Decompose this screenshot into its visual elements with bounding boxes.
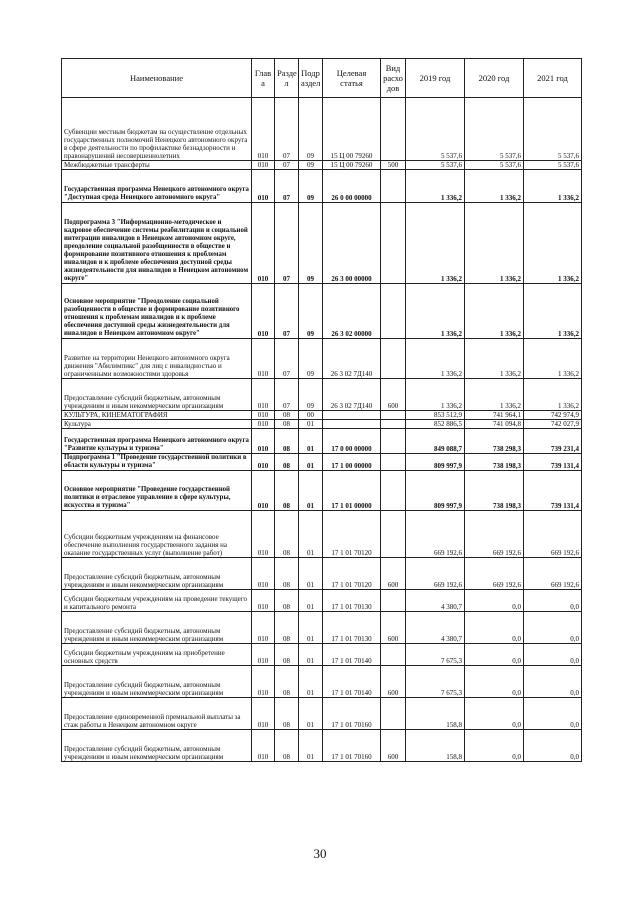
cell-v2021: 0,0 xyxy=(524,730,582,762)
cell-podrazdel: 01 xyxy=(299,590,323,612)
cell-v2020: 738 198,3 xyxy=(465,454,524,471)
cell-glava: 010 xyxy=(252,429,275,454)
cell-target: 17 1 01 70160 xyxy=(323,698,381,730)
header-podrazdel: Подр аздел xyxy=(299,59,323,98)
cell-vid: 600 xyxy=(381,558,406,590)
table-row xyxy=(62,379,582,411)
cell-v2021: 0,0 xyxy=(524,666,582,698)
cell-vid xyxy=(381,420,406,429)
cell-name: Предоставление субсидий бюджетным, автономным учреждениям и иным некоммерческим организациям xyxy=(62,612,252,644)
cell-name: Культура xyxy=(62,420,252,429)
table-row xyxy=(62,666,582,698)
cell-v2020: 741 094,8 xyxy=(465,420,524,429)
cell-v2019: 7 675,3 xyxy=(406,666,465,698)
cell-target: 17 1 01 70120 xyxy=(323,558,381,590)
cell-v2019: 809 997,9 xyxy=(406,471,465,511)
header-2020: 2020 год xyxy=(465,59,524,98)
cell-name: Государственная программа Ненецкого автономного округа "Доступная среда Ненецкого автономного округа" xyxy=(62,170,252,203)
cell-vid xyxy=(381,454,406,471)
cell-razdel: 07 xyxy=(275,161,299,170)
cell-target: 17 1 01 70160 xyxy=(323,730,381,762)
cell-vid xyxy=(381,170,406,203)
cell-vid xyxy=(381,429,406,454)
cell-vid xyxy=(381,98,406,161)
cell-glava: 010 xyxy=(252,379,275,411)
cell-target: 26 3 02 7Д140 xyxy=(323,379,381,411)
cell-podrazdel: 09 xyxy=(299,203,323,284)
cell-v2021: 0,0 xyxy=(524,590,582,612)
cell-target: 17 1 00 00000 xyxy=(323,454,381,471)
table-row xyxy=(62,170,582,203)
header-2019: 2019 год xyxy=(406,59,465,98)
cell-name: Подпрограмма 3 "Информационно-методическое и кадровое обеспечение системы реабилитации и социальной интеграции инвалидов в Ненецком автономном округе, преодоление социальной разобщенности в обществе и формирование позитивного отношения к проблемам инвалидов и к проблеме обеспечения доступной среды жизнедеятельности для инвалидов в Ненецком автономном округе" xyxy=(62,203,252,284)
cell-target: 15 Ц 00 79260 xyxy=(323,161,381,170)
cell-target: 17 1 01 70130 xyxy=(323,612,381,644)
cell-glava: 010 xyxy=(252,471,275,511)
cell-v2020: 1 336,2 xyxy=(465,170,524,203)
cell-v2020: 0,0 xyxy=(465,698,524,730)
cell-target: 17 1 01 70120 xyxy=(323,511,381,558)
cell-glava: 010 xyxy=(252,511,275,558)
cell-v2019: 1 336,2 xyxy=(406,379,465,411)
header-2021: 2021 год xyxy=(524,59,582,98)
table-row xyxy=(62,411,582,420)
cell-glava: 010 xyxy=(252,698,275,730)
cell-v2019: 5 537,6 xyxy=(406,98,465,161)
cell-v2021: 0,0 xyxy=(524,644,582,666)
cell-name: Межбюджетные трансферты xyxy=(62,161,252,170)
table-row xyxy=(62,420,582,429)
cell-v2019: 1 336,2 xyxy=(406,203,465,284)
cell-vid xyxy=(381,284,406,339)
cell-v2020: 738 198,3 xyxy=(465,471,524,511)
cell-razdel: 07 xyxy=(275,284,299,339)
cell-podrazdel: 01 xyxy=(299,730,323,762)
table-row xyxy=(62,698,582,730)
cell-vid xyxy=(381,644,406,666)
cell-razdel: 08 xyxy=(275,698,299,730)
cell-podrazdel: 01 xyxy=(299,644,323,666)
cell-glava: 010 xyxy=(252,644,275,666)
cell-razdel: 08 xyxy=(275,429,299,454)
cell-v2021: 742 027,9 xyxy=(524,420,582,429)
cell-v2020: 669 192,6 xyxy=(465,511,524,558)
cell-v2020: 669 192,6 xyxy=(465,558,524,590)
cell-glava: 010 xyxy=(252,420,275,429)
table-row xyxy=(62,730,582,762)
cell-name: Предоставление субсидий бюджетным, автономным учреждениям и иным некоммерческим организациям xyxy=(62,558,252,590)
cell-name: Субсидии бюджетным учреждениям на финансовое обеспечение выполнения государственного задания на оказание государственных услуг (выполнение работ) xyxy=(62,511,252,558)
cell-razdel: 08 xyxy=(275,666,299,698)
cell-target: 17 0 00 00000 xyxy=(323,429,381,454)
cell-podrazdel: 01 xyxy=(299,471,323,511)
cell-target: 26 3 02 00000 xyxy=(323,284,381,339)
cell-target xyxy=(323,411,381,420)
cell-v2021: 742 974,9 xyxy=(524,411,582,420)
header-glava: Глав а xyxy=(252,59,275,98)
cell-razdel: 08 xyxy=(275,558,299,590)
cell-v2019: 4 380,7 xyxy=(406,612,465,644)
cell-v2020: 1 336,2 xyxy=(465,379,524,411)
cell-podrazdel: 09 xyxy=(299,339,323,379)
cell-glava: 010 xyxy=(252,98,275,161)
cell-vid: 500 xyxy=(381,161,406,170)
cell-glava: 010 xyxy=(252,339,275,379)
cell-vid xyxy=(381,411,406,420)
cell-vid xyxy=(381,471,406,511)
table-row xyxy=(62,429,582,454)
cell-v2019: 158,8 xyxy=(406,698,465,730)
table-row xyxy=(62,558,582,590)
cell-razdel: 07 xyxy=(275,98,299,161)
cell-v2019: 1 336,2 xyxy=(406,170,465,203)
cell-v2021: 1 336,2 xyxy=(524,203,582,284)
cell-podrazdel: 01 xyxy=(299,429,323,454)
budget-table xyxy=(61,58,582,762)
cell-vid xyxy=(381,590,406,612)
cell-v2020: 741 964,1 xyxy=(465,411,524,420)
cell-name: Основное мероприятие "Преодоление социальной разобщенности в обществе и формирование позитивного отношения к проблемам инвалидов и к проблеме обеспечения доступной среды жизнедеятельности для инвалидов в Ненецком автономном округе" xyxy=(62,284,252,339)
cell-target: 17 1 01 70140 xyxy=(323,666,381,698)
cell-name: Субсидии бюджетным учреждениям на проведение текущего и капитального ремонта xyxy=(62,590,252,612)
cell-v2021: 1 336,2 xyxy=(524,339,582,379)
cell-podrazdel: 01 xyxy=(299,511,323,558)
cell-v2019: 669 192,6 xyxy=(406,511,465,558)
cell-target: 17 1 01 70130 xyxy=(323,590,381,612)
cell-vid xyxy=(381,698,406,730)
cell-razdel: 07 xyxy=(275,379,299,411)
cell-glava: 010 xyxy=(252,612,275,644)
cell-vid: 600 xyxy=(381,379,406,411)
cell-v2021: 1 336,2 xyxy=(524,284,582,339)
page-number: 30 xyxy=(313,846,327,861)
cell-vid xyxy=(381,203,406,284)
cell-target: 15 Ц 00 79260 xyxy=(323,98,381,161)
cell-podrazdel: 01 xyxy=(299,612,323,644)
cell-v2020: 1 336,2 xyxy=(465,203,524,284)
cell-name: Подпрограмма 1 "Проведение государственной политики в области культуры и туризма" xyxy=(62,454,252,471)
table-row xyxy=(62,590,582,612)
table-row xyxy=(62,284,582,339)
cell-razdel: 08 xyxy=(275,411,299,420)
table-header-row xyxy=(62,59,582,98)
cell-glava: 010 xyxy=(252,170,275,203)
cell-vid xyxy=(381,339,406,379)
cell-podrazdel: 01 xyxy=(299,666,323,698)
header-target: Целевая статья xyxy=(323,59,381,98)
cell-podrazdel: 01 xyxy=(299,558,323,590)
cell-glava: 010 xyxy=(252,590,275,612)
cell-v2019: 158,8 xyxy=(406,730,465,762)
cell-glava: 010 xyxy=(252,284,275,339)
cell-v2021: 5 537,6 xyxy=(524,161,582,170)
cell-v2021: 1 336,2 xyxy=(524,170,582,203)
cell-razdel: 07 xyxy=(275,339,299,379)
cell-v2019: 4 380,7 xyxy=(406,590,465,612)
cell-v2021: 5 537,6 xyxy=(524,98,582,161)
cell-glava: 010 xyxy=(252,666,275,698)
cell-v2019: 1 336,2 xyxy=(406,284,465,339)
table-row xyxy=(62,161,582,170)
cell-podrazdel: 09 xyxy=(299,170,323,203)
cell-v2021: 669 192,6 xyxy=(524,558,582,590)
cell-podrazdel: 01 xyxy=(299,454,323,471)
cell-glava: 010 xyxy=(252,730,275,762)
cell-name: Субвенции местным бюджетам на осуществление отдельных государственных полномочий Ненецкого автономного округа в сфере деятельности по профилактике безнадзорности и правонарушений несовершеннолетних xyxy=(62,98,252,161)
cell-v2020: 5 537,6 xyxy=(465,98,524,161)
cell-razdel: 07 xyxy=(275,170,299,203)
cell-target: 26 3 02 7Д140 xyxy=(323,339,381,379)
cell-target: 26 3 00 00000 xyxy=(323,203,381,284)
cell-name: Предоставление единовременной премиальной выплаты за стаж работы в Ненецком автономном округе xyxy=(62,698,252,730)
cell-name: Предоставление субсидий бюджетным, автономным учреждениям и иным некоммерческим организациям xyxy=(62,666,252,698)
cell-v2020: 0,0 xyxy=(465,666,524,698)
cell-podrazdel: 09 xyxy=(299,98,323,161)
cell-v2021: 0,0 xyxy=(524,612,582,644)
cell-v2019: 7 675,3 xyxy=(406,644,465,666)
cell-v2020: 738 298,3 xyxy=(465,429,524,454)
cell-podrazdel: 01 xyxy=(299,420,323,429)
cell-v2019: 809 997,9 xyxy=(406,454,465,471)
cell-target xyxy=(323,420,381,429)
cell-podrazdel: 09 xyxy=(299,284,323,339)
cell-vid: 600 xyxy=(381,730,406,762)
table-row xyxy=(62,471,582,511)
cell-razdel: 08 xyxy=(275,644,299,666)
cell-target: 17 1 01 00000 xyxy=(323,471,381,511)
cell-glava: 010 xyxy=(252,454,275,471)
cell-v2021: 1 336,2 xyxy=(524,379,582,411)
cell-vid: 600 xyxy=(381,666,406,698)
cell-name: Основное мероприятие "Проведение государственной политики и отраслевое управление в сфере культуры, искусства и туризма" xyxy=(62,471,252,511)
cell-target: 17 1 01 70140 xyxy=(323,644,381,666)
cell-v2019: 669 192,6 xyxy=(406,558,465,590)
cell-razdel: 08 xyxy=(275,590,299,612)
table-row xyxy=(62,511,582,558)
cell-glava: 010 xyxy=(252,558,275,590)
table-body xyxy=(62,98,582,762)
cell-v2019: 5 537,6 xyxy=(406,161,465,170)
cell-v2020: 0,0 xyxy=(465,730,524,762)
cell-vid xyxy=(381,511,406,558)
cell-v2019: 849 088,7 xyxy=(406,429,465,454)
cell-v2020: 1 336,2 xyxy=(465,284,524,339)
cell-glava: 010 xyxy=(252,411,275,420)
cell-v2020: 0,0 xyxy=(465,590,524,612)
cell-glava: 010 xyxy=(252,203,275,284)
cell-name: Субсидии бюджетным учреждениям на приобретение основных средств xyxy=(62,644,252,666)
cell-razdel: 08 xyxy=(275,471,299,511)
cell-v2020: 1 336,2 xyxy=(465,339,524,379)
cell-v2019: 1 336,2 xyxy=(406,339,465,379)
cell-podrazdel: 09 xyxy=(299,379,323,411)
cell-name: Развитие на территории Ненецкого автономного округа движения "Абилимпикс" для лиц с инвалидностью и ограниченными возможностями здоровья xyxy=(62,339,252,379)
cell-podrazdel: 09 xyxy=(299,161,323,170)
cell-name: Предоставление субсидий бюджетным, автономным учреждениям и иным некоммерческим организациям xyxy=(62,730,252,762)
cell-v2021: 739 231,4 xyxy=(524,429,582,454)
table-row xyxy=(62,203,582,284)
table-row xyxy=(62,644,582,666)
cell-v2021: 0,0 xyxy=(524,698,582,730)
cell-v2020: 5 537,6 xyxy=(465,161,524,170)
table-row xyxy=(62,339,582,379)
cell-v2020: 0,0 xyxy=(465,612,524,644)
cell-razdel: 08 xyxy=(275,511,299,558)
header-vid: Вид расхо дов xyxy=(381,59,406,98)
cell-v2019: 853 512,9 xyxy=(406,411,465,420)
cell-podrazdel: 01 xyxy=(299,698,323,730)
table-row xyxy=(62,612,582,644)
cell-v2020: 0,0 xyxy=(465,644,524,666)
cell-razdel: 08 xyxy=(275,420,299,429)
cell-target: 26 0 00 00000 xyxy=(323,170,381,203)
cell-v2021: 739 131,4 xyxy=(524,471,582,511)
cell-name: КУЛЬТУРА, КИНЕМАТОГРАФИЯ xyxy=(62,411,252,420)
cell-v2021: 739 131,4 xyxy=(524,454,582,471)
cell-vid: 600 xyxy=(381,612,406,644)
cell-glava: 010 xyxy=(252,161,275,170)
header-razdel: Разде л xyxy=(275,59,299,98)
table-row xyxy=(62,98,582,161)
cell-v2021: 669 192,6 xyxy=(524,511,582,558)
header-name: Наименование xyxy=(62,59,252,98)
cell-podrazdel: 00 xyxy=(299,411,323,420)
cell-razdel: 08 xyxy=(275,730,299,762)
cell-razdel: 08 xyxy=(275,454,299,471)
table-row xyxy=(62,454,582,471)
cell-name: Государственная программа Ненецкого автономного округа "Развитие культуры и туризма" xyxy=(62,429,252,454)
cell-v2019: 852 886,5 xyxy=(406,420,465,429)
cell-name: Предоставление субсидий бюджетным, автономным учреждениям и иным некоммерческим организациям xyxy=(62,379,252,411)
cell-razdel: 07 xyxy=(275,203,299,284)
cell-razdel: 08 xyxy=(275,612,299,644)
